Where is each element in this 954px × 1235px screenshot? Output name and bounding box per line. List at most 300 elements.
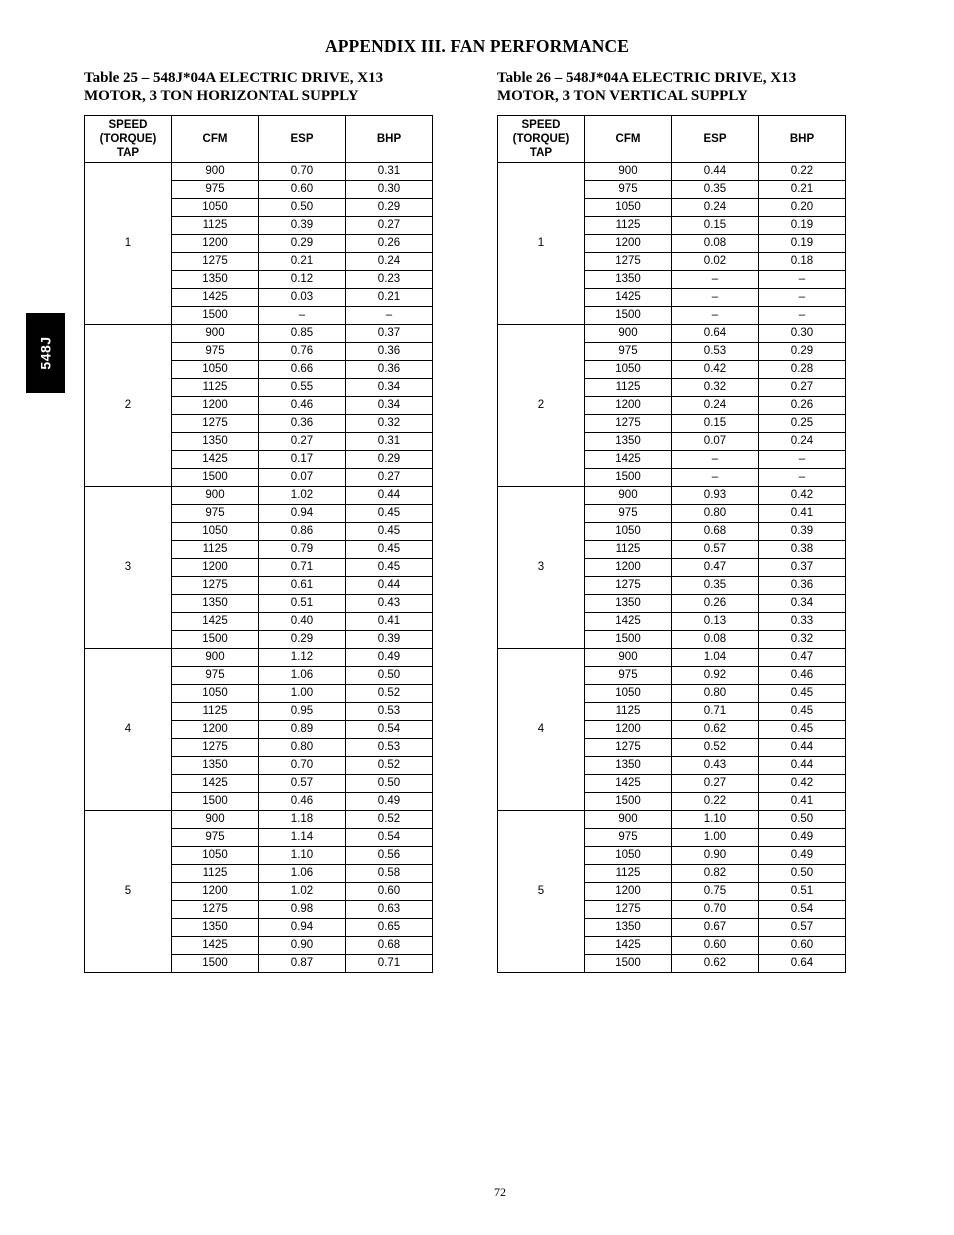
cfm-cell: 975 — [172, 181, 259, 199]
esp-cell: 0.07 — [672, 433, 759, 451]
cfm-cell: 1500 — [585, 955, 672, 973]
bhp-cell: 0.54 — [759, 901, 846, 919]
bhp-cell: 0.57 — [759, 919, 846, 937]
table-26-title — [497, 69, 857, 105]
esp-cell: 0.21 — [259, 253, 346, 271]
cfm-cell: 1425 — [585, 775, 672, 793]
cfm-cell: 1350 — [585, 919, 672, 937]
cfm-cell: 975 — [172, 829, 259, 847]
esp-cell: 0.68 — [672, 523, 759, 541]
table-row — [85, 811, 433, 829]
esp-cell: 0.70 — [259, 163, 346, 181]
header-cfm: CFM — [172, 116, 259, 163]
cfm-cell: 1500 — [172, 469, 259, 487]
esp-cell: 0.07 — [259, 469, 346, 487]
bhp-cell: 0.26 — [759, 397, 846, 415]
esp-cell: 0.79 — [259, 541, 346, 559]
esp-cell: 0.94 — [259, 919, 346, 937]
bhp-cell: 0.49 — [759, 829, 846, 847]
table-row — [85, 487, 433, 505]
cfm-cell: 900 — [585, 811, 672, 829]
cfm-cell: 1050 — [585, 523, 672, 541]
bhp-cell: 0.22 — [759, 163, 846, 181]
esp-cell: 0.13 — [672, 613, 759, 631]
esp-cell: 0.92 — [672, 667, 759, 685]
cfm-cell: 1200 — [585, 235, 672, 253]
esp-cell: 0.85 — [259, 325, 346, 343]
esp-cell: 0.24 — [672, 199, 759, 217]
table-body — [85, 163, 433, 973]
bhp-cell: 0.33 — [759, 613, 846, 631]
esp-cell: 0.12 — [259, 271, 346, 289]
tap-cell: 5 — [85, 811, 172, 973]
header-speed: SPEED — [521, 119, 561, 131]
bhp-cell: 0.21 — [346, 289, 433, 307]
bhp-cell: 0.43 — [346, 595, 433, 613]
bhp-cell: – — [759, 469, 846, 487]
cfm-cell: 975 — [172, 343, 259, 361]
bhp-cell: 0.41 — [759, 793, 846, 811]
esp-cell: 0.64 — [672, 325, 759, 343]
esp-cell: 0.26 — [672, 595, 759, 613]
esp-cell: 0.70 — [259, 757, 346, 775]
cfm-cell: 1275 — [585, 253, 672, 271]
esp-cell: 0.60 — [259, 181, 346, 199]
table-26-fan-performance — [497, 115, 846, 973]
cfm-cell: 1350 — [585, 757, 672, 775]
esp-cell: 0.71 — [672, 703, 759, 721]
esp-cell: 1.04 — [672, 649, 759, 667]
tap-cell: 3 — [498, 487, 585, 649]
bhp-cell: 0.42 — [759, 775, 846, 793]
cfm-cell: 1500 — [172, 307, 259, 325]
cfm-cell: 1050 — [585, 685, 672, 703]
esp-cell: 1.14 — [259, 829, 346, 847]
bhp-cell: 0.41 — [759, 505, 846, 523]
cfm-cell: 1275 — [172, 415, 259, 433]
header-cfm: CFM — [585, 116, 672, 163]
cfm-cell: 1500 — [172, 631, 259, 649]
bhp-cell: 0.39 — [759, 523, 846, 541]
cfm-cell: 1275 — [172, 577, 259, 595]
bhp-cell: 0.45 — [346, 559, 433, 577]
bhp-cell: 0.34 — [346, 379, 433, 397]
header-bhp: BHP — [346, 116, 433, 163]
header-speed-tap — [498, 116, 585, 163]
bhp-cell: 0.25 — [759, 415, 846, 433]
esp-cell: 0.24 — [672, 397, 759, 415]
bhp-cell: 0.38 — [759, 541, 846, 559]
bhp-cell: 0.54 — [346, 829, 433, 847]
bhp-cell: 0.45 — [346, 523, 433, 541]
esp-cell: 0.67 — [672, 919, 759, 937]
esp-cell: 1.10 — [259, 847, 346, 865]
cfm-cell: 1200 — [172, 559, 259, 577]
bhp-cell: 0.37 — [346, 325, 433, 343]
esp-cell: 0.53 — [672, 343, 759, 361]
cfm-cell: 1500 — [585, 631, 672, 649]
bhp-cell: 0.29 — [759, 343, 846, 361]
cfm-cell: 1350 — [172, 433, 259, 451]
cfm-cell: 1500 — [585, 793, 672, 811]
cfm-cell: 1125 — [585, 865, 672, 883]
cfm-cell: 1425 — [172, 775, 259, 793]
cfm-cell: 1425 — [585, 289, 672, 307]
cfm-cell: 975 — [585, 667, 672, 685]
cfm-cell: 1125 — [172, 541, 259, 559]
table-row — [498, 325, 846, 343]
cfm-cell: 1200 — [585, 559, 672, 577]
bhp-cell: 0.27 — [346, 217, 433, 235]
esp-cell: 0.08 — [672, 235, 759, 253]
bhp-cell: 0.32 — [346, 415, 433, 433]
cfm-cell: 1350 — [172, 919, 259, 937]
bhp-cell: – — [759, 289, 846, 307]
cfm-cell: 1050 — [172, 523, 259, 541]
bhp-cell: 0.52 — [346, 685, 433, 703]
bhp-cell: 0.24 — [759, 433, 846, 451]
esp-cell: 0.80 — [672, 505, 759, 523]
bhp-cell: 0.50 — [759, 811, 846, 829]
bhp-cell: 0.60 — [759, 937, 846, 955]
esp-cell: 0.32 — [672, 379, 759, 397]
bhp-cell: 0.36 — [346, 343, 433, 361]
table-25-title — [84, 69, 444, 105]
bhp-cell: 0.44 — [759, 757, 846, 775]
esp-cell: – — [672, 271, 759, 289]
cfm-cell: 1425 — [172, 289, 259, 307]
cfm-cell: 975 — [172, 505, 259, 523]
cfm-cell: 1125 — [172, 703, 259, 721]
bhp-cell: 0.29 — [346, 199, 433, 217]
page-title: APPENDIX III. FAN PERFORMANCE — [325, 36, 629, 56]
bhp-cell: 0.19 — [759, 235, 846, 253]
esp-cell: 0.75 — [672, 883, 759, 901]
bhp-cell: 0.31 — [346, 163, 433, 181]
cfm-cell: 1425 — [585, 451, 672, 469]
cfm-cell: 1050 — [585, 199, 672, 217]
table-26-title-line2: MOTOR, 3 TON VERTICAL SUPPLY — [497, 88, 748, 104]
bhp-cell: 0.37 — [759, 559, 846, 577]
esp-cell: 1.10 — [672, 811, 759, 829]
esp-cell: – — [672, 469, 759, 487]
cfm-cell: 1350 — [172, 757, 259, 775]
bhp-cell: 0.60 — [346, 883, 433, 901]
esp-cell: 0.60 — [672, 937, 759, 955]
bhp-cell: 0.32 — [759, 631, 846, 649]
bhp-cell: 0.64 — [759, 955, 846, 973]
esp-cell: 0.15 — [672, 217, 759, 235]
table-25-fan-performance — [84, 115, 433, 973]
cfm-cell: 975 — [585, 829, 672, 847]
bhp-cell: 0.63 — [346, 901, 433, 919]
cfm-cell: 1500 — [585, 307, 672, 325]
bhp-cell: 0.44 — [759, 739, 846, 757]
esp-cell: 0.17 — [259, 451, 346, 469]
cfm-cell: 1050 — [172, 847, 259, 865]
esp-cell: 0.51 — [259, 595, 346, 613]
bhp-cell: 0.45 — [759, 721, 846, 739]
bhp-cell: 0.27 — [346, 469, 433, 487]
esp-cell: 0.71 — [259, 559, 346, 577]
cfm-cell: 1125 — [172, 379, 259, 397]
bhp-cell: 0.45 — [346, 541, 433, 559]
bhp-cell: 0.34 — [346, 397, 433, 415]
cfm-cell: 1350 — [585, 433, 672, 451]
header-row — [85, 116, 433, 163]
header-esp: ESP — [259, 116, 346, 163]
tap-cell: 4 — [498, 649, 585, 811]
cfm-cell: 1350 — [585, 595, 672, 613]
cfm-cell: 975 — [172, 667, 259, 685]
header-esp: ESP — [672, 116, 759, 163]
cfm-cell: 1350 — [172, 595, 259, 613]
bhp-cell: 0.46 — [759, 667, 846, 685]
esp-cell: 0.94 — [259, 505, 346, 523]
esp-cell: 0.90 — [259, 937, 346, 955]
cfm-cell: 1425 — [172, 451, 259, 469]
cfm-cell: 1275 — [172, 901, 259, 919]
cfm-cell: 900 — [172, 487, 259, 505]
cfm-cell: 1200 — [172, 235, 259, 253]
esp-cell: 0.35 — [672, 577, 759, 595]
bhp-cell: 0.52 — [346, 757, 433, 775]
bhp-cell: 0.50 — [759, 865, 846, 883]
bhp-cell: 0.34 — [759, 595, 846, 613]
esp-cell: 0.76 — [259, 343, 346, 361]
esp-cell: 0.50 — [259, 199, 346, 217]
esp-cell: 0.40 — [259, 613, 346, 631]
table-row — [85, 649, 433, 667]
bhp-cell: 0.36 — [346, 361, 433, 379]
cfm-cell: 1275 — [172, 253, 259, 271]
esp-cell: 0.43 — [672, 757, 759, 775]
cfm-cell: 900 — [585, 487, 672, 505]
cfm-cell: 1050 — [172, 361, 259, 379]
esp-cell: 0.57 — [259, 775, 346, 793]
header-tap: TAP — [529, 147, 553, 159]
esp-cell: 0.08 — [672, 631, 759, 649]
tap-cell: 1 — [498, 163, 585, 325]
bhp-cell: 0.52 — [346, 811, 433, 829]
bhp-cell: 0.45 — [759, 703, 846, 721]
cfm-cell: 900 — [172, 163, 259, 181]
bhp-cell: 0.18 — [759, 253, 846, 271]
cfm-cell: 1125 — [585, 703, 672, 721]
bhp-cell: 0.19 — [759, 217, 846, 235]
cfm-cell: 1050 — [172, 685, 259, 703]
esp-cell: 0.87 — [259, 955, 346, 973]
esp-cell: 0.29 — [259, 235, 346, 253]
esp-cell: 0.46 — [259, 793, 346, 811]
cfm-cell: 975 — [585, 181, 672, 199]
cfm-cell: 1275 — [172, 739, 259, 757]
bhp-cell: 0.53 — [346, 703, 433, 721]
esp-cell: 0.62 — [672, 955, 759, 973]
table-row — [498, 811, 846, 829]
esp-cell: – — [259, 307, 346, 325]
cfm-cell: 1200 — [585, 397, 672, 415]
cfm-cell: 900 — [585, 163, 672, 181]
bhp-cell: – — [759, 271, 846, 289]
bhp-cell: 0.30 — [759, 325, 846, 343]
cfm-cell: 1125 — [172, 217, 259, 235]
cfm-cell: 1200 — [172, 883, 259, 901]
esp-cell: 0.62 — [672, 721, 759, 739]
bhp-cell: 0.44 — [346, 577, 433, 595]
esp-cell: 0.35 — [672, 181, 759, 199]
table-row — [498, 649, 846, 667]
bhp-cell: 0.27 — [759, 379, 846, 397]
bhp-cell: 0.58 — [346, 865, 433, 883]
cfm-cell: 900 — [585, 325, 672, 343]
esp-cell: 0.02 — [672, 253, 759, 271]
bhp-cell: – — [346, 307, 433, 325]
bhp-cell: 0.23 — [346, 271, 433, 289]
table-row — [498, 487, 846, 505]
bhp-cell: 0.50 — [346, 775, 433, 793]
bhp-cell: – — [759, 307, 846, 325]
bhp-cell: 0.24 — [346, 253, 433, 271]
side-tab — [26, 313, 65, 393]
esp-cell: 1.06 — [259, 667, 346, 685]
bhp-cell: 0.56 — [346, 847, 433, 865]
table-row — [498, 163, 846, 181]
table-body — [498, 163, 846, 973]
cfm-cell: 975 — [585, 343, 672, 361]
cfm-cell: 1500 — [585, 469, 672, 487]
bhp-cell: 0.49 — [346, 649, 433, 667]
esp-cell: 0.27 — [259, 433, 346, 451]
bhp-cell: 0.21 — [759, 181, 846, 199]
esp-cell: 0.95 — [259, 703, 346, 721]
cfm-cell: 975 — [585, 505, 672, 523]
esp-cell: 1.12 — [259, 649, 346, 667]
esp-cell: 0.66 — [259, 361, 346, 379]
header-torque: (TORQUE) — [512, 133, 570, 145]
bhp-cell: 0.50 — [346, 667, 433, 685]
cfm-cell: 1500 — [172, 955, 259, 973]
table-25-title-line2: MOTOR, 3 TON HORIZONTAL SUPPLY — [84, 88, 359, 104]
bhp-cell: 0.65 — [346, 919, 433, 937]
cfm-cell: 1125 — [585, 379, 672, 397]
header-tap: TAP — [116, 147, 140, 159]
esp-cell: 0.80 — [672, 685, 759, 703]
cfm-cell: 1050 — [585, 361, 672, 379]
bhp-cell: 0.41 — [346, 613, 433, 631]
esp-cell: 0.27 — [672, 775, 759, 793]
esp-cell: 0.70 — [672, 901, 759, 919]
cfm-cell: 1275 — [585, 901, 672, 919]
bhp-cell: 0.51 — [759, 883, 846, 901]
esp-cell: 0.93 — [672, 487, 759, 505]
bhp-cell: 0.29 — [346, 451, 433, 469]
bhp-cell: 0.47 — [759, 649, 846, 667]
bhp-cell: 0.26 — [346, 235, 433, 253]
bhp-cell: 0.42 — [759, 487, 846, 505]
cfm-cell: 1500 — [172, 793, 259, 811]
cfm-cell: 1350 — [172, 271, 259, 289]
cfm-cell: 1125 — [585, 541, 672, 559]
esp-cell: 0.55 — [259, 379, 346, 397]
tap-cell: 2 — [85, 325, 172, 487]
esp-cell: 0.15 — [672, 415, 759, 433]
table-26-title-line1: Table 26 – 548J*04A ELECTRIC DRIVE, X13 — [497, 70, 797, 86]
esp-cell: 0.47 — [672, 559, 759, 577]
esp-cell: 0.90 — [672, 847, 759, 865]
esp-cell: 0.03 — [259, 289, 346, 307]
cfm-cell: 1200 — [172, 721, 259, 739]
cfm-cell: 1425 — [172, 613, 259, 631]
tap-cell: 3 — [85, 487, 172, 649]
bhp-cell: 0.68 — [346, 937, 433, 955]
bhp-cell: 0.71 — [346, 955, 433, 973]
header-row — [498, 116, 846, 163]
page-number: 72 — [494, 1185, 506, 1199]
esp-cell: 1.06 — [259, 865, 346, 883]
esp-cell: 0.39 — [259, 217, 346, 235]
bhp-cell: 0.45 — [759, 685, 846, 703]
cfm-cell: 1275 — [585, 739, 672, 757]
esp-cell: 1.02 — [259, 883, 346, 901]
bhp-cell: 0.31 — [346, 433, 433, 451]
table-row — [85, 163, 433, 181]
esp-cell: 0.82 — [672, 865, 759, 883]
cfm-cell: 900 — [172, 649, 259, 667]
esp-cell: 0.61 — [259, 577, 346, 595]
esp-cell: 0.57 — [672, 541, 759, 559]
esp-cell: 1.00 — [259, 685, 346, 703]
cfm-cell: 1275 — [585, 415, 672, 433]
header-speed-tap — [85, 116, 172, 163]
cfm-cell: 1200 — [585, 883, 672, 901]
cfm-cell: 1050 — [172, 199, 259, 217]
cfm-cell: 1125 — [172, 865, 259, 883]
cfm-cell: 1125 — [585, 217, 672, 235]
bhp-cell: 0.49 — [346, 793, 433, 811]
bhp-cell: 0.30 — [346, 181, 433, 199]
esp-cell: – — [672, 451, 759, 469]
cfm-cell: 900 — [585, 649, 672, 667]
esp-cell: 1.02 — [259, 487, 346, 505]
header-speed: SPEED — [108, 119, 148, 131]
esp-cell: 0.46 — [259, 397, 346, 415]
cfm-cell: 1425 — [585, 613, 672, 631]
bhp-cell: 0.54 — [346, 721, 433, 739]
header-torque: (TORQUE) — [99, 133, 157, 145]
esp-cell: 1.18 — [259, 811, 346, 829]
esp-cell: 1.00 — [672, 829, 759, 847]
esp-cell: – — [672, 289, 759, 307]
bhp-cell: – — [759, 451, 846, 469]
cfm-cell: 1425 — [585, 937, 672, 955]
cfm-cell: 1425 — [172, 937, 259, 955]
table-25-title-line1: Table 25 – 548J*04A ELECTRIC DRIVE, X13 — [84, 70, 384, 86]
cfm-cell: 1350 — [585, 271, 672, 289]
esp-cell: 0.98 — [259, 901, 346, 919]
bhp-cell: 0.44 — [346, 487, 433, 505]
esp-cell: 0.29 — [259, 631, 346, 649]
esp-cell: 0.42 — [672, 361, 759, 379]
tap-cell: 5 — [498, 811, 585, 973]
bhp-cell: 0.45 — [346, 505, 433, 523]
esp-cell: 0.22 — [672, 793, 759, 811]
esp-cell: 0.89 — [259, 721, 346, 739]
tap-cell: 4 — [85, 649, 172, 811]
tap-cell: 2 — [498, 325, 585, 487]
cfm-cell: 900 — [172, 325, 259, 343]
tap-cell: 1 — [85, 163, 172, 325]
